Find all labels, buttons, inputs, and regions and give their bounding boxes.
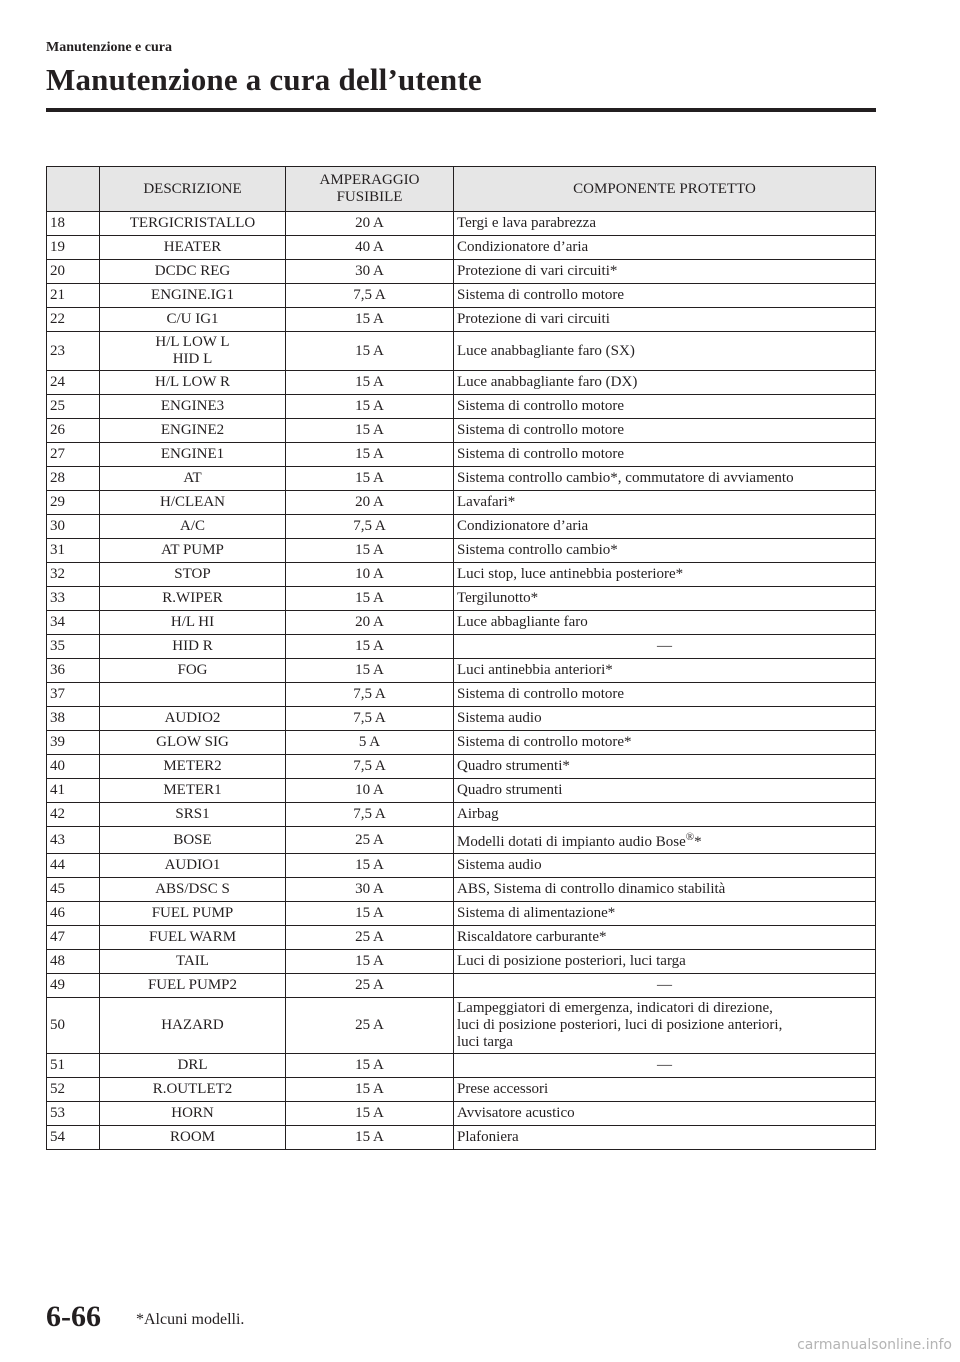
table-header-row xyxy=(47,167,876,212)
protected-component: Protezione di vari circuiti* xyxy=(454,260,876,284)
fuse-amperage: 30 A xyxy=(286,878,454,902)
fuse-description: FUEL PUMP2 xyxy=(100,974,286,998)
fuse-number: 20 xyxy=(47,260,100,284)
fuse-description: METER1 xyxy=(100,779,286,803)
protected-component: Protezione di vari circuiti xyxy=(454,308,876,332)
table-row xyxy=(47,611,876,635)
table-row xyxy=(47,707,876,731)
fuse-amperage: 15 A xyxy=(286,1102,454,1126)
table-row xyxy=(47,755,876,779)
table-row xyxy=(47,779,876,803)
table-body xyxy=(47,212,876,1150)
protected-component: Luce anabbagliante faro (DX) xyxy=(454,371,876,395)
fuse-description: METER2 xyxy=(100,755,286,779)
fuse-description: HORN xyxy=(100,1102,286,1126)
fuse-description xyxy=(100,683,286,707)
fuse-amperage: 15 A xyxy=(286,1126,454,1150)
table-row xyxy=(47,803,876,827)
table-row xyxy=(47,926,876,950)
protected-component: Luci antinebbia anteriori* xyxy=(454,659,876,683)
table-row xyxy=(47,635,876,659)
protected-component: Sistema audio xyxy=(454,707,876,731)
watermark: carmanualsonline.info xyxy=(797,1337,952,1353)
footnote: *Alcuni modelli. xyxy=(136,1311,245,1328)
table-row xyxy=(47,443,876,467)
fuse-number: 22 xyxy=(47,308,100,332)
fuse-description: AT PUMP xyxy=(100,539,286,563)
table-row xyxy=(47,467,876,491)
fuse-number: 40 xyxy=(47,755,100,779)
protected-component: Condizionatore d’aria xyxy=(454,515,876,539)
fuse-description: HAZARD xyxy=(100,998,286,1054)
protected-component: Tergilunotto* xyxy=(454,587,876,611)
table-row xyxy=(47,1102,876,1126)
fuse-number: 33 xyxy=(47,587,100,611)
table-row xyxy=(47,731,876,755)
fuse-number: 43 xyxy=(47,827,100,854)
fuse-number: 35 xyxy=(47,635,100,659)
fuse-description: AUDIO1 xyxy=(100,854,286,878)
fuse-number: 19 xyxy=(47,236,100,260)
fuse-description: ABS/DSC S xyxy=(100,878,286,902)
column-header-component: COMPONENTE PROTETTO xyxy=(454,167,876,212)
fuse-amperage: 15 A xyxy=(286,308,454,332)
fuse-number: 45 xyxy=(47,878,100,902)
fuse-amperage: 15 A xyxy=(286,371,454,395)
table-row xyxy=(47,1126,876,1150)
fuse-amperage: 15 A xyxy=(286,539,454,563)
protected-component: Condizionatore d’aria xyxy=(454,236,876,260)
fuse-amperage: 30 A xyxy=(286,260,454,284)
table-row xyxy=(47,587,876,611)
fuse-amperage: 7,5 A xyxy=(286,707,454,731)
fuse-number: 52 xyxy=(47,1078,100,1102)
fuse-description: BOSE xyxy=(100,827,286,854)
fuse-amperage: 20 A xyxy=(286,491,454,515)
table-row xyxy=(47,878,876,902)
protected-component: Luci di posizione posteriori, luci targa xyxy=(454,950,876,974)
fuse-number: 50 xyxy=(47,998,100,1054)
fuse-amperage: 15 A xyxy=(286,587,454,611)
fuse-amperage: 7,5 A xyxy=(286,755,454,779)
fuse-amperage: 25 A xyxy=(286,998,454,1054)
protected-component: Sistema di controllo motore xyxy=(454,683,876,707)
page-number: 6-66 xyxy=(46,1300,101,1333)
fuse-description: ENGINE3 xyxy=(100,395,286,419)
fuse-number: 48 xyxy=(47,950,100,974)
fuse-number: 51 xyxy=(47,1054,100,1078)
fuse-number: 38 xyxy=(47,707,100,731)
table-row xyxy=(47,308,876,332)
fuse-number: 37 xyxy=(47,683,100,707)
protected-component: Sistema di alimentazione* xyxy=(454,902,876,926)
fuse-amperage: 15 A xyxy=(286,1078,454,1102)
fuse-amperage: 20 A xyxy=(286,212,454,236)
table-row xyxy=(47,563,876,587)
protected-component: — xyxy=(454,635,876,659)
protected-component: Airbag xyxy=(454,803,876,827)
fuse-number: 36 xyxy=(47,659,100,683)
protected-component: Tergi e lava parabrezza xyxy=(454,212,876,236)
fuse-amperage: 25 A xyxy=(286,926,454,950)
fuse-description: DRL xyxy=(100,1054,286,1078)
fuse-amperage: 15 A xyxy=(286,854,454,878)
fuse-amperage: 15 A xyxy=(286,332,454,371)
protected-component: — xyxy=(454,974,876,998)
protected-component: Luce anabbagliante faro (SX) xyxy=(454,332,876,371)
fuse-description: SRS1 xyxy=(100,803,286,827)
protected-component: Quadro strumenti* xyxy=(454,755,876,779)
fuse-number: 27 xyxy=(47,443,100,467)
protected-component: Lavafari* xyxy=(454,491,876,515)
fuse-description: ENGINE2 xyxy=(100,419,286,443)
fuse-description: C/U IG1 xyxy=(100,308,286,332)
fuse-amperage: 20 A xyxy=(286,611,454,635)
fuse-description: HEATER xyxy=(100,236,286,260)
fuse-description: FUEL WARM xyxy=(100,926,286,950)
table-row xyxy=(47,854,876,878)
table-row xyxy=(47,974,876,998)
column-header-amperage: AMPERAGGIO FUSIBILE xyxy=(286,167,454,212)
fuse-number: 30 xyxy=(47,515,100,539)
column-header-number xyxy=(47,167,100,212)
fuse-number: 49 xyxy=(47,974,100,998)
fuse-amperage: 40 A xyxy=(286,236,454,260)
protected-component: Sistema controllo cambio* xyxy=(454,539,876,563)
fuse-description: GLOW SIG xyxy=(100,731,286,755)
fuse-amperage: 25 A xyxy=(286,827,454,854)
table-row xyxy=(47,998,876,1054)
fuse-number: 26 xyxy=(47,419,100,443)
fuse-description: H/L HI xyxy=(100,611,286,635)
fuse-number: 25 xyxy=(47,395,100,419)
fuse-number: 32 xyxy=(47,563,100,587)
protected-component: Sistema controllo cambio*, commutatore di avviamento xyxy=(454,467,876,491)
protected-component: Sistema di controllo motore xyxy=(454,284,876,308)
fuse-description: ROOM xyxy=(100,1126,286,1150)
table-row xyxy=(47,395,876,419)
protected-component: Modelli dotati di impianto audio Bose®* xyxy=(454,827,876,854)
table-row xyxy=(47,1054,876,1078)
fuse-amperage: 15 A xyxy=(286,635,454,659)
protected-component: Sistema di controllo motore* xyxy=(454,731,876,755)
table-row xyxy=(47,332,876,371)
table-row xyxy=(47,950,876,974)
table-row xyxy=(47,1078,876,1102)
fuse-number: 23 xyxy=(47,332,100,371)
fuse-number: 41 xyxy=(47,779,100,803)
fuse-description: H/L LOW L HID L xyxy=(100,332,286,371)
fuse-description: FOG xyxy=(100,659,286,683)
protected-component: Prese accessori xyxy=(454,1078,876,1102)
fuse-amperage: 15 A xyxy=(286,950,454,974)
fuse-description: R.WIPER xyxy=(100,587,286,611)
protected-component: Sistema audio xyxy=(454,854,876,878)
fuse-description: FUEL PUMP xyxy=(100,902,286,926)
fuse-number: 54 xyxy=(47,1126,100,1150)
fuse-description: A/C xyxy=(100,515,286,539)
protected-component: Luce abbagliante faro xyxy=(454,611,876,635)
fuse-number: 18 xyxy=(47,212,100,236)
protected-component: Sistema di controllo motore xyxy=(454,419,876,443)
fuse-amperage: 15 A xyxy=(286,659,454,683)
fuse-table xyxy=(46,166,876,1150)
fuse-description: STOP xyxy=(100,563,286,587)
table-row xyxy=(47,827,876,854)
fuse-description: H/L LOW R xyxy=(100,371,286,395)
fuse-amperage: 15 A xyxy=(286,443,454,467)
fuse-description: R.OUTLET2 xyxy=(100,1078,286,1102)
protected-component: Riscaldatore carburante* xyxy=(454,926,876,950)
fuse-number: 29 xyxy=(47,491,100,515)
fuse-description: DCDC REG xyxy=(100,260,286,284)
fuse-number: 44 xyxy=(47,854,100,878)
fuse-description: ENGINE.IG1 xyxy=(100,284,286,308)
fuse-description: TERGICRISTALLO xyxy=(100,212,286,236)
fuse-amperage: 15 A xyxy=(286,902,454,926)
column-header-description: DESCRIZIONE xyxy=(100,167,286,212)
fuse-amperage: 7,5 A xyxy=(286,515,454,539)
protected-component: Sistema di controllo motore xyxy=(454,443,876,467)
fuse-amperage: 7,5 A xyxy=(286,803,454,827)
fuse-amperage: 10 A xyxy=(286,563,454,587)
fuse-amperage: 15 A xyxy=(286,395,454,419)
protected-component: Lampeggiatori di emergenza, indicatori di direzione, luci di posizione posteriori, luci di posizione anteriori, luci targa xyxy=(454,998,876,1054)
section-label: Manutenzione e cura xyxy=(46,40,172,55)
fuse-amperage: 7,5 A xyxy=(286,683,454,707)
fuse-amperage: 15 A xyxy=(286,419,454,443)
fuse-number: 34 xyxy=(47,611,100,635)
fuse-description: HID R xyxy=(100,635,286,659)
fuse-amperage: 15 A xyxy=(286,1054,454,1078)
fuse-number: 47 xyxy=(47,926,100,950)
fuse-number: 21 xyxy=(47,284,100,308)
fuse-amperage: 15 A xyxy=(286,467,454,491)
title-rule xyxy=(46,108,876,112)
fuse-number: 31 xyxy=(47,539,100,563)
table-row xyxy=(47,236,876,260)
fuse-amperage: 25 A xyxy=(286,974,454,998)
fuse-description: AT xyxy=(100,467,286,491)
protected-component: Sistema di controllo motore xyxy=(454,395,876,419)
table-row xyxy=(47,902,876,926)
fuse-amperage: 7,5 A xyxy=(286,284,454,308)
fuse-number: 39 xyxy=(47,731,100,755)
table-row xyxy=(47,260,876,284)
protected-component: — xyxy=(454,1054,876,1078)
table-row xyxy=(47,515,876,539)
table-row xyxy=(47,284,876,308)
table-row xyxy=(47,659,876,683)
fuse-number: 42 xyxy=(47,803,100,827)
fuse-number: 28 xyxy=(47,467,100,491)
protected-component: Plafoniera xyxy=(454,1126,876,1150)
fuse-description: ENGINE1 xyxy=(100,443,286,467)
table-row xyxy=(47,419,876,443)
protected-component: Avvisatore acustico xyxy=(454,1102,876,1126)
table-row xyxy=(47,491,876,515)
fuse-amperage: 10 A xyxy=(286,779,454,803)
fuse-description: H/CLEAN xyxy=(100,491,286,515)
protected-component: ABS, Sistema di controllo dinamico stabilità xyxy=(454,878,876,902)
fuse-description: TAIL xyxy=(100,950,286,974)
fuse-number: 46 xyxy=(47,902,100,926)
fuse-number: 24 xyxy=(47,371,100,395)
table-row xyxy=(47,539,876,563)
table-row xyxy=(47,371,876,395)
fuse-number: 53 xyxy=(47,1102,100,1126)
fuse-description: AUDIO2 xyxy=(100,707,286,731)
page-title: Manutenzione a cura dell’utente xyxy=(46,62,482,97)
protected-component: Quadro strumenti xyxy=(454,779,876,803)
table-row xyxy=(47,683,876,707)
protected-component: Luci stop, luce antinebbia posteriore* xyxy=(454,563,876,587)
fuse-amperage: 5 A xyxy=(286,731,454,755)
table-row xyxy=(47,212,876,236)
